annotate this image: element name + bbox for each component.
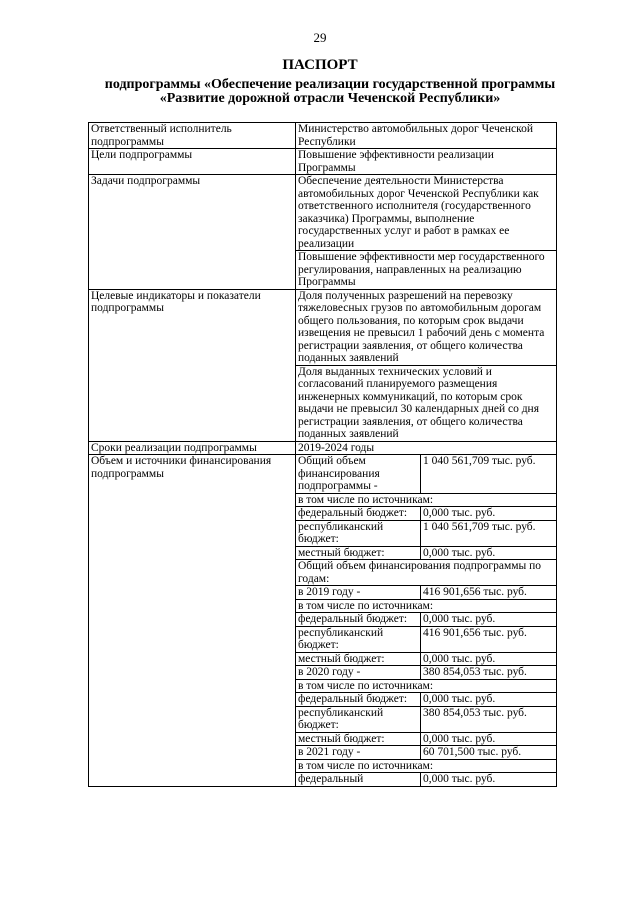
terms-label: Сроки реализации подпрограммы [89,441,296,455]
indicators-label: Целевые индикаторы и показатели подпрограммы [89,289,296,441]
y2019-republic-label: республиканский бюджет: [296,626,421,652]
row-indicators [89,289,557,365]
row-responsible [89,123,557,149]
y2019-local-value: 0,000 тыс. руб. [421,652,557,666]
document-title: ПАСПОРТ [282,57,358,73]
local-label: местный бюджет: [296,546,421,560]
row-tasks [89,175,557,251]
y2021-label: в 2021 году - [296,746,421,760]
y2021-federal-label: федеральный [296,773,421,787]
local-value: 0,000 тыс. руб. [421,546,557,560]
sources-header: в том числе по источникам: [296,493,557,507]
by-years-header: Общий объем финансирования подпрограммы по годам: [296,560,557,586]
finance-total-value: 1 040 561,709 тыс. руб. [421,455,557,494]
y2020-republic-label: республиканский бюджет: [296,706,421,732]
page-number: 29 [313,30,327,45]
y2021-value: 60 701,500 тыс. руб. [421,746,557,760]
subtitle-line-1: подпрограммы «Обеспечение реализации государственной программы [104,77,556,92]
y2020-local-value: 0,000 тыс. руб. [421,732,557,746]
y2020-federal-label: федеральный бюджет: [296,693,421,707]
passport-table [88,122,557,787]
finance-label: Объем и источники финансирования подпрограммы [89,455,296,787]
y2020-label: в 2020 году - [296,666,421,680]
finance-total-label: Общий объем финансирования подпрограммы - [296,455,421,494]
row-finance-total [89,455,557,494]
republic-label: республиканский бюджет: [296,520,421,546]
indicator-2: Доля выданных технических условий и согласований планируемого размещения инженерных коммуникаций, по которым срок выдачи не превысил 30 календарных дней со дня регистрации заявления, от общего количества поданных заявлений [296,365,557,441]
y2019-sources-header: в том числе по источникам: [296,599,557,613]
task-2: Повышение эффективности мер государственного регулирования, направленных на реализацию Программы [296,251,557,290]
y2019-value: 416 901,656 тыс. руб. [421,586,557,600]
tasks-label: Задачи подпрограммы [89,175,296,290]
y2021-sources-header: в том числе по источникам: [296,759,557,773]
subtitle-line-2: «Развитие дорожной отрасли Чеченской Республики» [159,91,501,106]
goals-value: Повышение эффективности реализации Программы [296,149,557,175]
row-goals [89,149,557,175]
document-subtitle [60,78,600,106]
y2020-local-label: местный бюджет: [296,732,421,746]
terms-value: 2019-2024 годы [296,441,557,455]
y2019-republic-value: 416 901,656 тыс. руб. [421,626,557,652]
y2019-label: в 2019 году - [296,586,421,600]
y2019-local-label: местный бюджет: [296,652,421,666]
federal-value: 0,000 тыс. руб. [421,507,557,521]
republic-value: 1 040 561,709 тыс. руб. [421,520,557,546]
y2019-federal-value: 0,000 тыс. руб. [421,613,557,627]
y2020-value: 380 854,053 тыс. руб. [421,666,557,680]
task-1: Обеспечение деятельности Министерства автомобильных дорог Чеченской Республики как ответственного исполнителя (государственного заказчика) Программы, выполнение государственных услуг и работ в рамках ее реализации [296,175,557,251]
y2020-sources-header: в том числе по источникам: [296,679,557,693]
indicator-1: Доля полученных разрешений на перевозку тяжеловесных грузов по автомобильным дорогам общего пользования, по которым срок выдачи извещения не превысил 1 рабочий день с момента регистрации заявления, от общего количества поданных заявлений [296,289,557,365]
y2020-republic-value: 380 854,053 тыс. руб. [421,706,557,732]
responsible-value: Министерство автомобильных дорог Чеченской Республики [296,123,557,149]
federal-label: федеральный бюджет: [296,507,421,521]
responsible-label: Ответственный исполнитель подпрограммы [89,123,296,149]
row-terms [89,441,557,455]
y2019-federal-label: федеральный бюджет: [296,613,421,627]
goals-label: Цели подпрограммы [89,149,296,175]
y2021-federal-value: 0,000 тыс. руб. [421,773,557,787]
y2020-federal-value: 0,000 тыс. руб. [421,693,557,707]
